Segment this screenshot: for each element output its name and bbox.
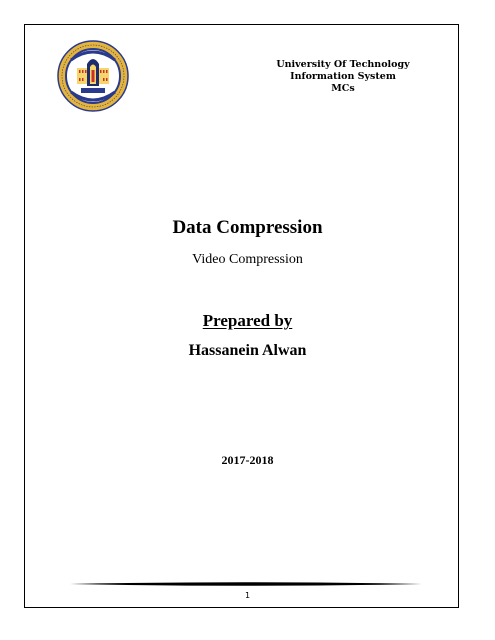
document-title: Data Compression bbox=[172, 217, 323, 238]
document-subtitle: Video Compression bbox=[192, 252, 303, 267]
page-number: 1 bbox=[244, 591, 251, 600]
university-name: University Of Technology bbox=[276, 59, 410, 70]
department-name: Information System bbox=[290, 71, 396, 82]
prepared-by-label: Prepared by bbox=[202, 311, 293, 330]
author-name: Hassanein Alwan bbox=[188, 342, 307, 359]
program-name: MCs bbox=[331, 83, 355, 94]
institution-header bbox=[268, 59, 418, 95]
academic-year: 2017-2018 bbox=[221, 453, 274, 467]
university-seal-icon bbox=[57, 40, 129, 112]
footer-divider bbox=[70, 580, 422, 588]
